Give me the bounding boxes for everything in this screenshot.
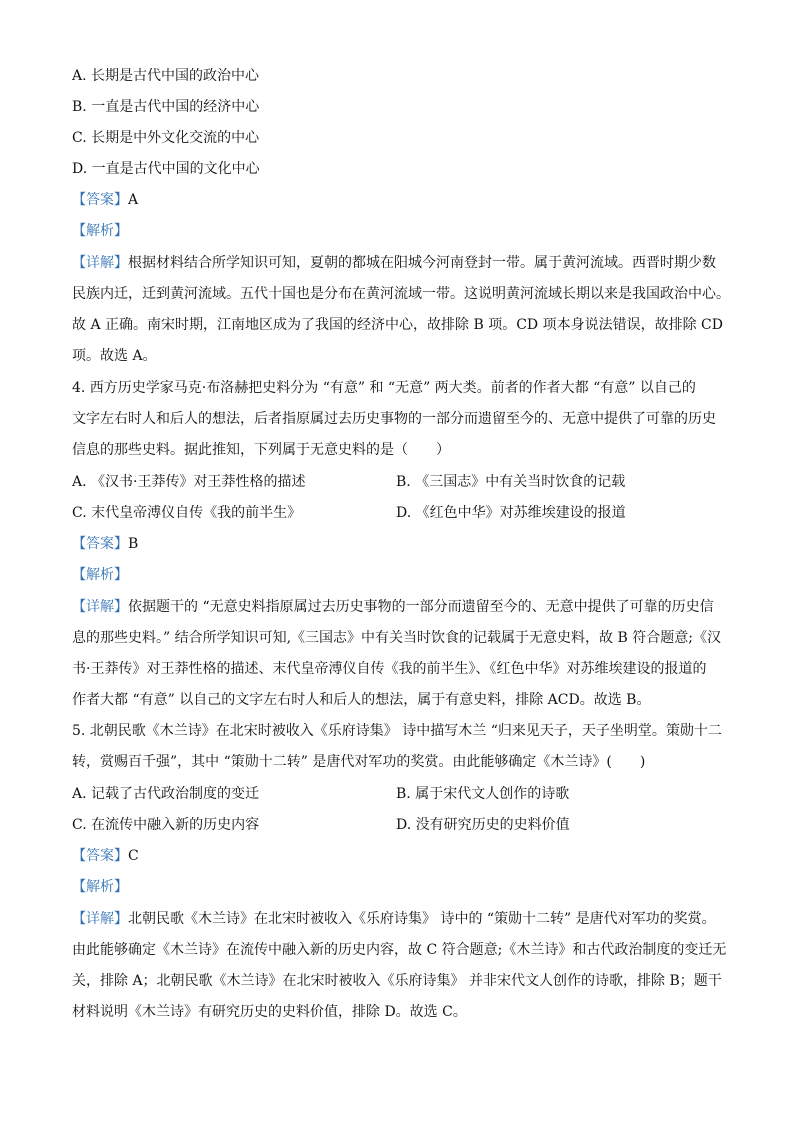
answer-tag: 【答案】 [72, 536, 128, 552]
q4-options-row [72, 472, 722, 492]
q5-option-d: D. 没有研究历史的史料价值 [396, 817, 570, 833]
q4-detail-line: 息的那些史料。” 结合所学知识可知,《三国志》中有关当时饮食的记载属于无意史料，故 B 符合题意;《汉 [72, 630, 721, 646]
q4-option-d: D. 《红色中华》对苏维埃建设的报道 [396, 505, 626, 521]
q5-analysis-tag: 【解析】 [72, 879, 128, 895]
q5-detail-line: 由此能够确定《木兰诗》在流传中融入新的历史内容，故 C 符合题意;《木兰诗》和古代政治制度的变迁无 [72, 942, 727, 958]
q5-stem-line: 转，赏赐百千强”，其中 “策勋十二转” 是唐代对军功的奖赏。由此能够确定《木兰诗》( ) [72, 754, 646, 770]
q4-option-b: B. 《三国志》中有关当时饮食的记载 [396, 474, 626, 490]
q4-options-row [72, 503, 722, 523]
answer-value: B [128, 536, 139, 552]
q3-option-c: C. 长期是中外文化交流的中心 [72, 130, 260, 146]
q4-detail-line [72, 597, 722, 617]
q3-option-b: B. 一直是古代中国的经济中心 [72, 99, 260, 115]
q3-detail-line: 项。故选 A。 [72, 348, 157, 364]
q3-detail-line [72, 253, 722, 273]
q4-stem-line: 文字左右时人和后人的想法，后者指原属过去历史事物的一部分而遗留至今的、无意中提供了可靠的历史 [72, 411, 716, 427]
q3-analysis-tag: 【解析】 [72, 223, 128, 239]
detail-tag: 【详解】 [72, 599, 128, 615]
q4-option-a: A. 《汉书·王莽传》对王莽性格的描述 [72, 474, 306, 490]
q3-detail-line: 故 A 正确。南宋时期，江南地区成为了我国的经济中心，故排除 B 项。CD 项本身说法错误，故排除 CD [72, 317, 723, 333]
q4-detail-line: 作者大都 “有意” 以自己的文字左右时人和后人的想法，属于有意史料，排除 ACD。故选 B。 [72, 692, 651, 708]
q3-detail-line: 民族内迁，迁到黄河流域。五代十国也是分布在黄河流域一带。这说明黄河流域长期以来是我国政治中心。 [72, 286, 730, 302]
answer-tag: 【答案】 [72, 848, 128, 864]
detail-tag: 【详解】 [72, 255, 128, 271]
q5-option-b: B. 属于宋代文人创作的诗歌 [396, 786, 570, 802]
q3-option-d: D. 一直是古代中国的文化中心 [72, 161, 260, 177]
q4-stem-line: 信息的那些史料。据此推知，下列属于无意史料的是（ ） [72, 442, 450, 458]
q4-stem-line: 4. 西方历史学家马克·布洛赫把史料分为 “有意” 和 “无意” 两大类。前者的作者大都 “有意” 以自己的 [72, 380, 696, 396]
detail-text: 依据题干的 “无意史料指原属过去历史事物的一部分而遗留至今的、无意中提供了可靠的历史信 [128, 599, 714, 615]
q5-stem-line: 5. 北朝民歌《木兰诗》在北宋时被收入《乐府诗集》 诗中描写木兰 “归来见天子，天子坐明堂。策勋十二 [72, 723, 722, 739]
q4-detail-line: 书·王莽传》对王莽性格的描述、末代皇帝溥仪自传《我的前半生》、《红色中华》对苏维埃建设的报道的 [72, 661, 707, 677]
q3-answer [72, 190, 722, 210]
q5-answer [72, 846, 722, 866]
q5-options-row [72, 815, 722, 835]
answer-value: A [128, 192, 139, 208]
q5-options-row [72, 784, 722, 804]
answer-tag: 【答案】 [72, 192, 128, 208]
detail-tag: 【详解】 [72, 911, 128, 927]
q4-option-c: C. 末代皇帝溥仪自传《我的前半生》 [72, 505, 302, 521]
q3-option-a: A. 长期是古代中国的政治中心 [72, 68, 260, 84]
detail-text: 北朝民歌《木兰诗》在北宋时被收入《乐府诗集》 诗中的 “策勋十二转” 是唐代对军功的奖赏。 [128, 911, 716, 927]
q5-option-a: A. 记载了古代政治制度的变迁 [72, 786, 260, 802]
detail-text: 根据材料结合所学知识可知，夏朝的都城在阳城今河南登封一带。属于黄河流域。西晋时期少数 [128, 255, 716, 271]
answer-value: C [128, 848, 139, 864]
q5-detail-line: 材料说明《木兰诗》有研究历史的史料价值，排除 D。故选 C。 [72, 1004, 467, 1020]
q5-detail-line: 关，排除 A；北朝民歌《木兰诗》在北宋时被收入《乐府诗集》 并非宋代文人创作的诗歌，排除 B；题干 [72, 973, 722, 989]
q4-analysis-tag: 【解析】 [72, 567, 128, 583]
q4-answer [72, 534, 722, 554]
q5-detail-line [72, 909, 722, 929]
q5-option-c: C. 在流传中融入新的历史内容 [72, 817, 260, 833]
